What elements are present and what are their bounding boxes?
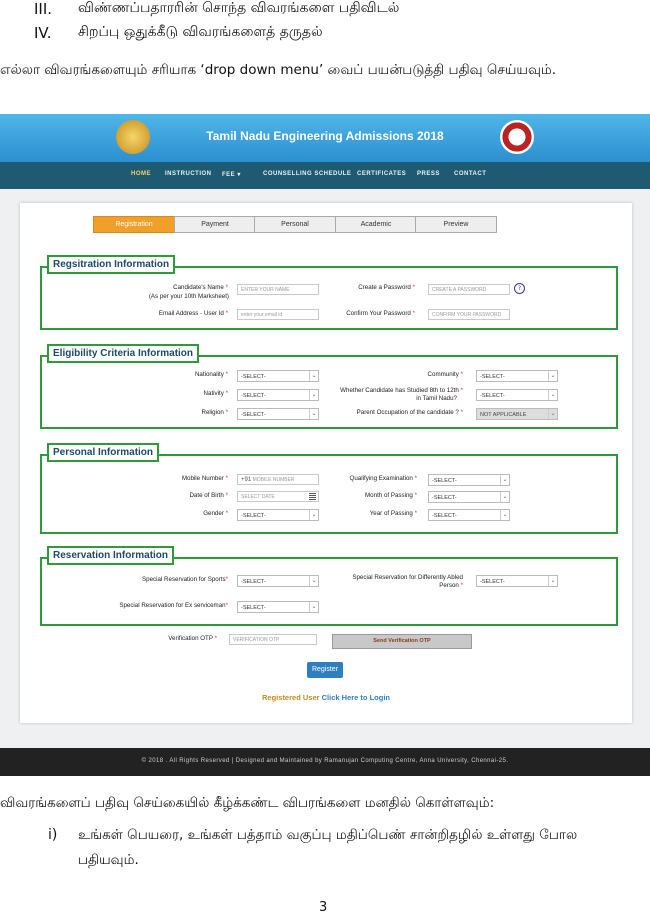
registration-section [40,259,618,330]
item-iii-text: விண்ணப்பதாரரின் சொந்த விவரங்களை பதிவிடல் [78,0,400,16]
nativity-select[interactable]: -SELECT- ⌄ [237,389,319,401]
mobile-label: Mobile Number * [181,475,228,482]
site-title: Tamil Nadu Engineering Admissions 2018 [206,129,444,143]
mobile-input[interactable]: +91 MOBILE NUMBER [237,474,319,485]
item-i-line2: பதியவும். [78,852,139,868]
login-line [20,693,632,702]
ex-serviceman-label: Special Reservation for Ex serviceman* [119,602,228,609]
personal-section [40,447,618,534]
parent-occupation-label: Parent Occupation of the candidate ? * [356,409,463,416]
nationality-label: Nationality * [194,371,228,378]
religion-select[interactable]: -SELECT- ⌄ [237,408,319,420]
page-number: 3 [319,900,328,915]
year-passing-label: Year of Passing * [369,510,417,517]
tab-personal[interactable]: Personal [254,216,336,233]
footer-text: © 2018 . All Rights Reserved | Designed and Maintained by Ramanujan Computing Centre, Anna University, Chennai-25. [141,758,509,764]
instruction-text: எல்லா விவரங்களையும் சரியாக ‘drop down menu’ வைப் பயன்படுத்தி பதிவு செய்யவும். [0,62,557,78]
tab-payment[interactable]: Payment [174,216,256,233]
candidate-name-label: Candidate's Name * [173,284,228,291]
help-icon[interactable]: ? [514,283,525,294]
nav-contact[interactable]: CONTACT [454,171,487,177]
confirm-password-label: Confirm Your Password * [346,310,415,317]
eligibility-section-title: Eligibility Criteria Information [47,344,199,363]
dob-input[interactable]: SELECT DATE [237,491,319,502]
registration-form-card [20,203,632,723]
nav-home[interactable]: HOME [131,171,151,177]
tab-preview[interactable]: Preview [415,216,497,233]
nationality-select[interactable]: -SELECT- ⌄ [237,370,319,382]
nav-counselling-schedule[interactable]: COUNSELLING SCHEDULE [263,171,352,177]
community-select[interactable]: -SELECT- ⌄ [476,370,558,382]
create-password-label: Create a Password * [358,284,415,291]
confirm-password-input[interactable]: CONFIRM YOUR PASSWORD [428,309,510,320]
login-link[interactable]: Click Here to Login [321,693,390,702]
gender-label: Gender * [203,510,228,517]
reservation-section-title: Reservation Information [47,546,174,565]
numeral-iii: III. [34,0,53,18]
personal-section-title: Personal Information [47,443,159,462]
studied-in-tn-label: Whether Candidate has Studied 8th to 12th * [340,387,463,394]
reservation-section [40,550,618,626]
eligibility-section [40,348,618,429]
site-footer [0,748,650,776]
email-input[interactable]: enter your email id [237,309,319,320]
anna-university-logo-icon [500,120,534,154]
tab-academic[interactable]: Academic [335,216,417,233]
registered-user-text: Registered User [262,693,320,702]
website-screenshot [0,114,650,776]
register-button[interactable]: Register [307,662,343,678]
nav-bar [0,162,650,189]
nativity-label: Nativity * [203,390,228,397]
religion-label: Religion * [201,409,228,416]
create-password-input[interactable]: CREATE A PASSWORD [428,284,510,295]
month-passing-select[interactable]: -SELECT- ⌄ [428,491,510,503]
item-iv-text: சிறப்பு ஒதுக்கீடு விவரங்களைத் தருதல் [78,24,323,40]
otp-label: Verification OTP * [168,635,217,642]
month-passing-label: Month of Passing * [365,492,417,499]
guidelines-intro: விவரங்களைப் பதிவு செய்கையில் கீழ்க்கண்ட விபரங்களை மனதில் கொள்ளவும்: [0,795,495,811]
otp-input[interactable]: VERIFICATION OTP [229,634,317,645]
country-code: +91 [241,477,252,483]
nav-certificates[interactable]: CERTIFICATES [357,171,407,177]
differently-abled-sublabel: Person * [439,582,463,589]
sports-reservation-label: Special Reservation for Sports* [142,576,228,583]
community-label: Community * [427,371,463,378]
gender-select[interactable]: -SELECT- ⌄ [237,509,319,521]
qualifying-exam-label: Qualifying Examination * [349,475,417,482]
calendar-icon[interactable] [309,493,316,500]
nav-fee[interactable]: FEE ▾ [222,172,241,178]
email-label: Email Address - User Id * [158,310,228,317]
registration-section-title: Regsitration Information [47,255,175,274]
ex-serviceman-select[interactable]: -SELECT- ⌄ [237,601,319,613]
item-i-line1: உங்கள் பெயரை, உங்கள் பத்தாம் வகுப்பு மதிப்பெண் சான்றிதழில் உள்ளது போல [78,827,578,843]
numeral-iv: IV. [34,24,52,42]
candidate-name-sublabel: (As per your 10th Marksheet) [148,293,229,300]
differently-abled-label: Special Reservation for Differently Abled [352,574,463,581]
differently-abled-select[interactable]: -SELECT- ⌄ [476,575,558,587]
year-passing-select[interactable]: -SELECT- ⌄ [428,509,510,521]
parent-occupation-select: NOT APPLICABLE ⌄ [476,408,558,420]
numeral-i: i) [48,827,58,843]
qualifying-exam-select[interactable]: -SELECT- ⌄ [428,474,510,486]
studied-in-tn-select[interactable]: -SELECT- ⌄ [476,389,558,401]
nav-instruction[interactable]: INSTRUCTION [165,171,212,177]
candidate-name-input[interactable]: ENTER YOUR NAME [237,284,319,295]
site-header [0,114,650,162]
send-otp-button[interactable]: Send Verification OTP [332,634,472,649]
studied-in-tn-sublabel: in Tamil Nadu? [416,395,457,402]
dob-label: Date of Birth * [189,492,228,499]
nav-press[interactable]: PRESS [417,171,440,177]
sports-reservation-select[interactable]: -SELECT- ⌄ [237,575,319,587]
tab-registration[interactable]: Registration [93,216,175,233]
